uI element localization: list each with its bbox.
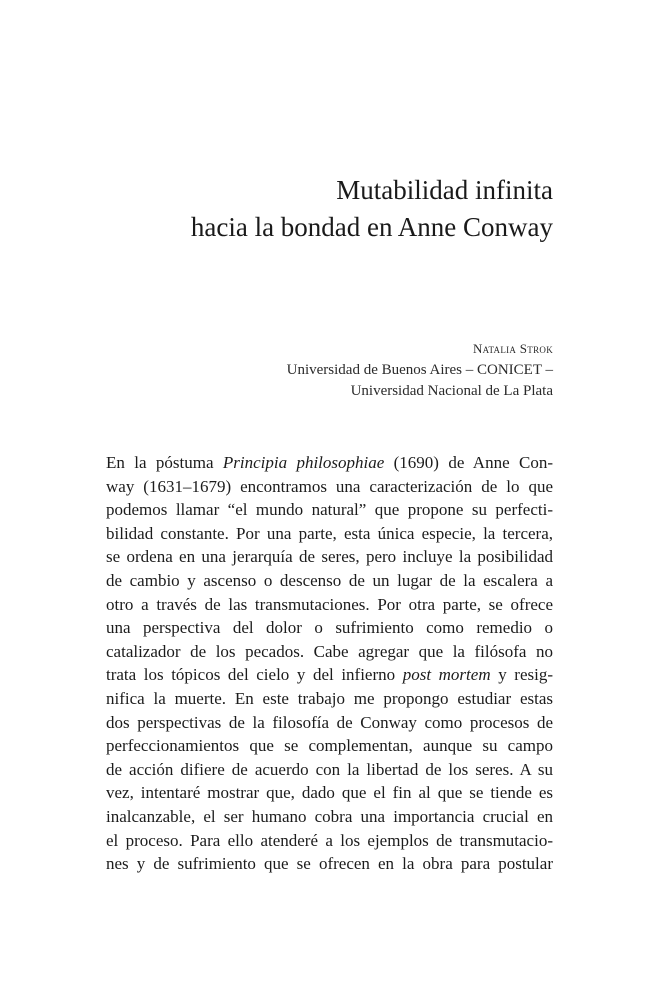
body-line-13: perfeccionamientos que se complementan, aunque su campo bbox=[106, 736, 553, 756]
author-name: Natalia Strok bbox=[472, 341, 553, 356]
body-line-1 bbox=[106, 451, 553, 475]
body-line-17: el proceso. Para ello atenderé a los ejemplos de transmutacio- bbox=[106, 830, 553, 850]
book-title-italic: Principia philosophiae bbox=[222, 453, 385, 472]
body-line-15: vez, intentaré mostrar que, dado que el fin al que se tiende es bbox=[106, 783, 553, 803]
body-line-2: way (1631–1679) encontramos una caracterización de lo que bbox=[106, 476, 553, 496]
body-line-16: inalcanzable, el ser humano cobra una importancia crucial en bbox=[106, 806, 553, 826]
body-line-11: nifica la muerte. En este trabajo me propongo estudiar estas bbox=[106, 688, 553, 708]
body-line-4: bilidad constante. Por una parte, esta única especie, la tercera, bbox=[106, 523, 553, 543]
body-line-14: de acción difiere de acuerdo con la libertad de los seres. A su bbox=[106, 759, 553, 779]
body-line-7: otro a través de las transmutaciones. Por otra parte, se ofrece bbox=[106, 594, 553, 614]
author-block bbox=[287, 338, 553, 402]
author-affiliation-line-1: Universidad de Buenos Aires – CONICET – bbox=[286, 362, 553, 378]
body-line-9: catalizador de los pecados. Cabe agregar que la filósofa no bbox=[106, 641, 553, 661]
body-line-1-start: En la póstuma bbox=[106, 453, 223, 472]
body-line-10 bbox=[106, 663, 553, 687]
body-line-1-end: (1690) de Anne Con- bbox=[384, 453, 553, 472]
author-affiliation-line-2: Universidad Nacional de La Plata bbox=[350, 383, 553, 399]
chapter-title-line-1: Mutabilidad infinita bbox=[336, 175, 553, 205]
chapter-title-line-2: hacia la bondad en Anne Conway bbox=[190, 212, 553, 242]
latin-phrase-italic: post mortem bbox=[402, 665, 491, 685]
body-line-8: una perspectiva del dolor o sufrimiento como remedio o bbox=[106, 618, 553, 638]
body-line-18: nes y de sufrimiento que se ofrecen en la obra para postular bbox=[106, 854, 553, 874]
body-line-3: podemos llamar “el mundo natural” que propone su perfecti- bbox=[106, 500, 553, 520]
chapter-title bbox=[191, 172, 553, 246]
body-paragraph bbox=[106, 451, 553, 876]
body-line-10-start: trata los tópicos del cielo y del infierno bbox=[106, 665, 403, 685]
body-line-6: de cambio y ascenso o descenso de un lugar de la escalera a bbox=[106, 570, 553, 590]
body-line-12: dos perspectivas de la filosofía de Conway como procesos de bbox=[106, 712, 553, 732]
body-line-10-end: y resig- bbox=[490, 665, 553, 685]
body-line-5: se ordena en una jerarquía de seres, pero incluye la posibilidad bbox=[106, 547, 553, 567]
